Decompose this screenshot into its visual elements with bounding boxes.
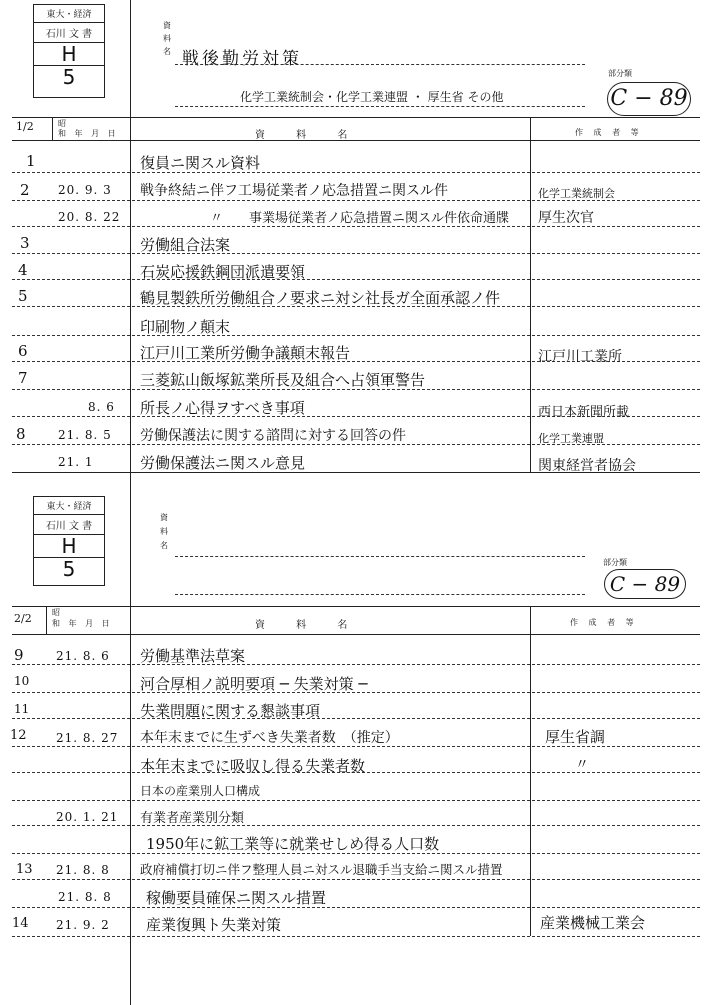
row-number: 4: [18, 261, 28, 279]
row-date: 8. 6: [88, 400, 115, 414]
row-author: 厚生省調: [545, 728, 606, 746]
row-date: 21. 8. 8: [56, 863, 110, 877]
class-code: C − 89: [607, 82, 691, 116]
row-date: 21. 8. 6: [56, 649, 110, 663]
stamp-code-number: 5: [34, 557, 104, 580]
document-title: 戦後勤労対策: [182, 49, 302, 69]
row-title: 有業者産業別分類: [140, 811, 245, 826]
header-author: 作 成 者 等: [570, 618, 638, 627]
stamp-line-1: 東大・経済: [34, 5, 104, 23]
row-number: 3: [20, 234, 30, 252]
row-date: 21. 8. 5: [58, 428, 112, 442]
label-char: 資: [163, 21, 171, 30]
row-title: 所長ノ心得ヲすべき事項: [140, 399, 305, 417]
label-char: 資: [160, 513, 168, 522]
row-date: 21. 8. 27: [56, 731, 119, 745]
row-title: 1950年に鉱工業等に就業せしめ得る人口数: [146, 835, 440, 853]
row-number: 12: [10, 728, 27, 743]
row-date: 20. 8. 22: [58, 210, 121, 224]
archive-stamp: [33, 496, 105, 586]
header-date: 和 年 月 日: [52, 619, 113, 628]
header-name: 資 料 名: [255, 620, 362, 631]
class-label: 部分類: [603, 558, 627, 567]
header-no: 2/2: [14, 612, 32, 625]
row-title: 失業問題に関する懇談事項: [140, 702, 321, 720]
row-title: 日本の産業別人口構成: [140, 784, 261, 798]
stamp-code-letter: H: [61, 42, 77, 66]
row-number: 13: [16, 862, 33, 877]
row-date: 21. 8. 8: [58, 890, 112, 904]
row-title: 稼働要員確保ニ関スル措置: [146, 889, 327, 907]
document-subtitle: 化学工業統制会・化学工業連盟 ・ 厚生省 その他: [240, 90, 504, 104]
row-author: 西日本新聞所載: [538, 405, 630, 420]
row-title: 戦争終結ニ伴フ工場従業者ノ応急措置ニ関スル件: [140, 183, 448, 199]
row-author: 関東経営者協会: [538, 458, 636, 474]
row-title: 本年末までに生ずべき失業者数 （推定）: [140, 730, 399, 746]
row-date: 20. 9. 3: [58, 183, 112, 197]
header-date: 和 年 月 日: [58, 129, 119, 138]
header-author: 作 成 者 等: [575, 128, 643, 137]
row-title: 労働保護法ニ関スル意見: [140, 454, 306, 472]
label-char: 名: [163, 47, 171, 56]
row-number: 5: [18, 287, 28, 305]
header-no: 1/2: [16, 120, 34, 133]
label-char: 料: [160, 527, 168, 536]
row-title: 本年末までに吸収し得る失業者数: [140, 757, 366, 775]
header-era: 昭: [52, 608, 60, 617]
row-title: 河合厚相ノ説明要項 ─ 失業対策 ─: [140, 675, 368, 693]
row-number: 9: [14, 646, 24, 664]
header-era: 昭: [58, 119, 66, 128]
row-number: 11: [14, 702, 30, 716]
archive-stamp: [33, 4, 105, 98]
row-author: 厚生次官: [538, 210, 594, 226]
row-date: 21. 1: [58, 455, 94, 469]
class-code: C − 89: [604, 569, 686, 599]
row-title: 鶴見製鉄所労働組合ノ要求ニ対シ社長ガ全面承認ノ件: [140, 289, 501, 307]
row-title: 政府補償打切ニ伴フ整理人員ニ対スル退職手当支給ニ関スル措置: [140, 862, 503, 877]
row-title: 労働組合法案: [140, 236, 231, 254]
row-author: 化学工業連盟: [538, 432, 604, 445]
row-date: 20. 1. 21: [56, 810, 119, 824]
row-title: 産業復興ト失業対策: [146, 916, 282, 934]
row-author: 〃: [575, 757, 589, 773]
row-author: 江戸川工業所: [538, 349, 622, 365]
row-title: 労働基準法草案: [140, 647, 246, 665]
row-number: 10: [14, 674, 30, 688]
row-number: 8: [16, 425, 26, 443]
row-title: 石炭応援鉄鋼団派遣要領: [140, 263, 306, 281]
row-date: 21. 9. 2: [56, 918, 110, 932]
row-title: 三菱鉱山飯塚鉱業所長及組合へ占領軍警告: [140, 371, 426, 389]
row-title: 復員ニ関スル資料: [140, 154, 261, 172]
stamp-code-number: 5: [34, 65, 104, 88]
row-title: 〃 事業場従業者ノ応急措置ニ関スル件依命通牒: [210, 211, 510, 226]
class-label: 部分類: [608, 69, 632, 78]
row-author: 産業機械工業会: [540, 914, 646, 932]
stamp-line-1: 東大・経済: [34, 497, 104, 515]
row-number: 7: [18, 369, 28, 387]
row-author: 化学工業統制会: [538, 187, 615, 200]
label-char: 料: [163, 34, 171, 43]
row-number: 14: [12, 916, 29, 931]
row-title: 印刷物ノ顛末: [140, 318, 231, 336]
row-number: 6: [18, 342, 28, 360]
stamp-line-2: 石川 文 書: [34, 515, 104, 535]
row-title: 労働保護法に関する諮問に対する回答の件: [140, 428, 406, 444]
row-title: 江戸川工業所労働争議顛末報告: [140, 344, 351, 362]
header-name: 資 料 名: [255, 130, 362, 141]
stamp-line-2: 石川 文 書: [34, 23, 104, 43]
row-number: 2: [20, 181, 30, 199]
stamp-code-letter: H: [61, 534, 77, 558]
row-number: 1: [26, 152, 36, 170]
label-char: 名: [160, 541, 168, 550]
